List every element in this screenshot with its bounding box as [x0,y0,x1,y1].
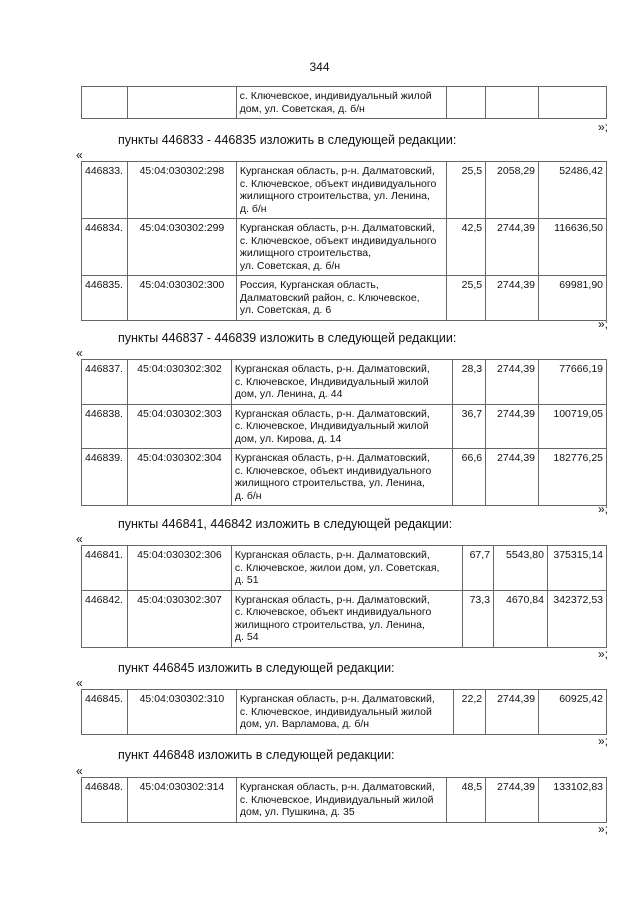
area-value: 67,7 [463,546,494,591]
address-line: с. Ключевское, объект индивидуального [234,464,432,477]
cadastral-number: 45:04:030302:299 [127,219,236,276]
area-value: 73,3 [463,590,494,647]
opening-quote: « [76,148,83,162]
register-table [81,777,607,823]
address [236,219,446,276]
unit-price: 2744,39 [486,219,539,276]
opening-quote: « [76,764,83,778]
address-line: жилищного строительства, ул. Ленина, [234,477,425,489]
address-line: с. Ключевское, Индивидуальный жилой [239,793,434,806]
address-line: с. Ключевское, объект индивидуального [239,177,437,190]
address-line: Курганская область, р-н. Далматовский, [239,165,435,177]
address [231,546,462,591]
address-line: ул. Советская, д. б/н [239,259,341,272]
address-line: Курганская область, р-н. Далматовский, [239,693,435,705]
row-number [82,87,128,119]
unit-price: 5543,80 [494,546,548,591]
address-line: д. 54 [234,631,259,643]
table-row [82,449,607,506]
address [236,162,446,219]
section-instruction: пункт 446845 изложить в следующей редакции: [118,661,395,675]
row-number: 446845. [82,690,128,735]
address-line: Курганская область, р-н. Далматовский, [234,593,430,606]
cadastral-number: 45:04:030302:302 [127,360,231,405]
address-line: д. 51 [234,574,259,586]
address-line: с. Ключевское, Индивидуальный жилой [234,375,429,388]
address-line: Далматовский район, с. Ключевское, [239,291,420,304]
section-instruction: пункты 446833 - 446835 изложить в следующей редакции: [118,133,457,147]
row-number: 446833. [82,162,128,219]
address-line: жилищного строительства, ул. Ленина, [239,190,430,202]
cadastral-value: 60925,42 [539,690,607,735]
cadastral-number: 45:04:030302:300 [127,276,236,321]
area-value: 22,2 [454,690,486,735]
address-line: Курганская область, р-н. Далматовский, [234,363,430,375]
cadastral-number: 45:04:030302:298 [127,162,236,219]
address [236,276,446,321]
cadastral-value: 133102,83 [539,778,607,823]
cadastral-number: 45:04:030302:303 [127,404,231,449]
address-line: с. Ключевское, индивидуальный жилой [239,90,432,102]
address [231,360,452,405]
register-table [81,161,607,321]
closing-quote: »; [598,647,609,661]
address-line: с. Ключевское, объект индивидуального [234,606,432,618]
cadastral-number: 45:04:030302:306 [127,546,231,591]
address [231,404,452,449]
cadastral-value: 182776,25 [539,449,607,506]
cadastral-value: 116636,50 [539,219,607,276]
unit-price: 2744,39 [486,449,539,506]
address-line: с. Ключевское, Индивидуальный жилой [234,420,429,432]
unit-price: 2744,39 [486,276,539,321]
row-number: 446838. [82,404,128,449]
cadastral-value: 342372,53 [547,590,606,647]
cadastral-number: 45:04:030302:307 [127,590,231,647]
address-line: Курганская область, р-н. Далматовский, [239,222,435,234]
cadastral-value: 69981,90 [539,276,607,321]
area-value: 25,5 [447,276,486,321]
closing-quote: »; [598,120,609,134]
cadastral-value: 77666,19 [539,360,607,405]
address-line: дом, ул. Варламова, д. б/н [239,718,370,730]
area-value [447,87,486,119]
cadastral-value: 100719,05 [539,404,607,449]
address [236,778,446,823]
area-value: 25,5 [447,162,486,219]
closing-quote: »; [598,502,609,516]
unit-price: 4670,84 [494,590,548,647]
area-value: 48,5 [447,778,486,823]
address-line: с. Ключевское, объект индивидуального [239,234,437,247]
cadastral-number: 45:04:030302:304 [127,449,231,506]
address-line: ул. Советская, д. 6 [239,304,332,316]
table-row [82,360,607,405]
address-line: Курганская область, р-н. Далматовский, [234,407,430,420]
row-number: 446842. [82,590,128,647]
page-number: 344 [309,60,330,74]
cadastral-value: 375315,14 [547,546,606,591]
address-line: дом, ул. Ленина, д. 44 [234,388,343,400]
address-line: дом, ул. Пушкина, д. 35 [239,806,355,818]
row-number: 446837. [82,360,128,405]
area-value: 28,3 [453,360,486,405]
row-number: 446834. [82,219,128,276]
table-row [82,87,607,119]
closing-quote: »; [598,317,609,331]
address [236,87,447,119]
opening-quote: « [76,532,83,546]
row-number: 446839. [82,449,128,506]
opening-quote: « [76,676,83,690]
opening-quote: « [76,346,83,360]
row-number: 446835. [82,276,128,321]
unit-price: 2744,39 [486,360,539,405]
register-table [81,545,607,648]
address-line: с. Ключевское, индивидуальный жилой [239,705,432,718]
unit-price: 2744,39 [486,778,539,823]
address [236,690,453,735]
register-table-continued [81,86,607,119]
section-instruction: пункты 446837 - 446839 изложить в следующей редакции: [118,331,457,345]
cadastral-value: 52486,42 [539,162,607,219]
register-table [81,689,607,735]
address-line: дом, ул. Советская, д. б/н [239,102,365,115]
area-value: 42,5 [447,219,486,276]
closing-quote: »; [598,822,609,836]
table-row [82,219,607,276]
area-value: 36,7 [453,404,486,449]
section-instruction: пункт 446848 изложить в следующей редакции: [118,748,395,762]
unit-price [486,87,539,119]
address-line: д. б/н [234,489,262,502]
section-instruction: пункты 446841, 446842 изложить в следующей редакции: [118,517,453,531]
area-value: 66,6 [453,449,486,506]
unit-price: 2058,29 [486,162,539,219]
address-line: Россия, Курганская область, [239,279,379,291]
unit-price: 2744,39 [486,690,539,735]
address-line: Курганская область, р-н. Далматовский, [239,781,435,793]
table-row [82,590,607,647]
table-row [82,404,607,449]
cadastral-number: 45:04:030302:310 [127,690,236,735]
cadastral-number: 45:04:030302:314 [127,778,236,823]
row-number: 446848. [82,778,128,823]
address [231,590,462,647]
unit-price: 2744,39 [486,404,539,449]
address-line: жилищного строительства, ул. Ленина, [234,618,425,631]
address-line: жилищного строительства, [239,247,372,259]
table-row [82,690,607,735]
closing-quote: »; [598,734,609,748]
address-line: Курганская область, р-н. Далматовский, [234,452,430,464]
address-line: с. Ключевское, жилои дом, ул. Советская, [234,561,440,574]
cadastral-value [539,87,607,119]
row-number: 446841. [82,546,128,591]
register-table [81,359,607,506]
table-row [82,162,607,219]
address [231,449,452,506]
address-line: дом, ул. Кирова, д. 14 [234,432,342,445]
table-row [82,778,607,823]
cadastral-number [127,87,236,119]
address-line: д. б/н [239,202,267,215]
table-row [82,546,607,591]
table-row [82,276,607,321]
address-line: Курганская область, р-н. Далматовский, [234,549,430,561]
